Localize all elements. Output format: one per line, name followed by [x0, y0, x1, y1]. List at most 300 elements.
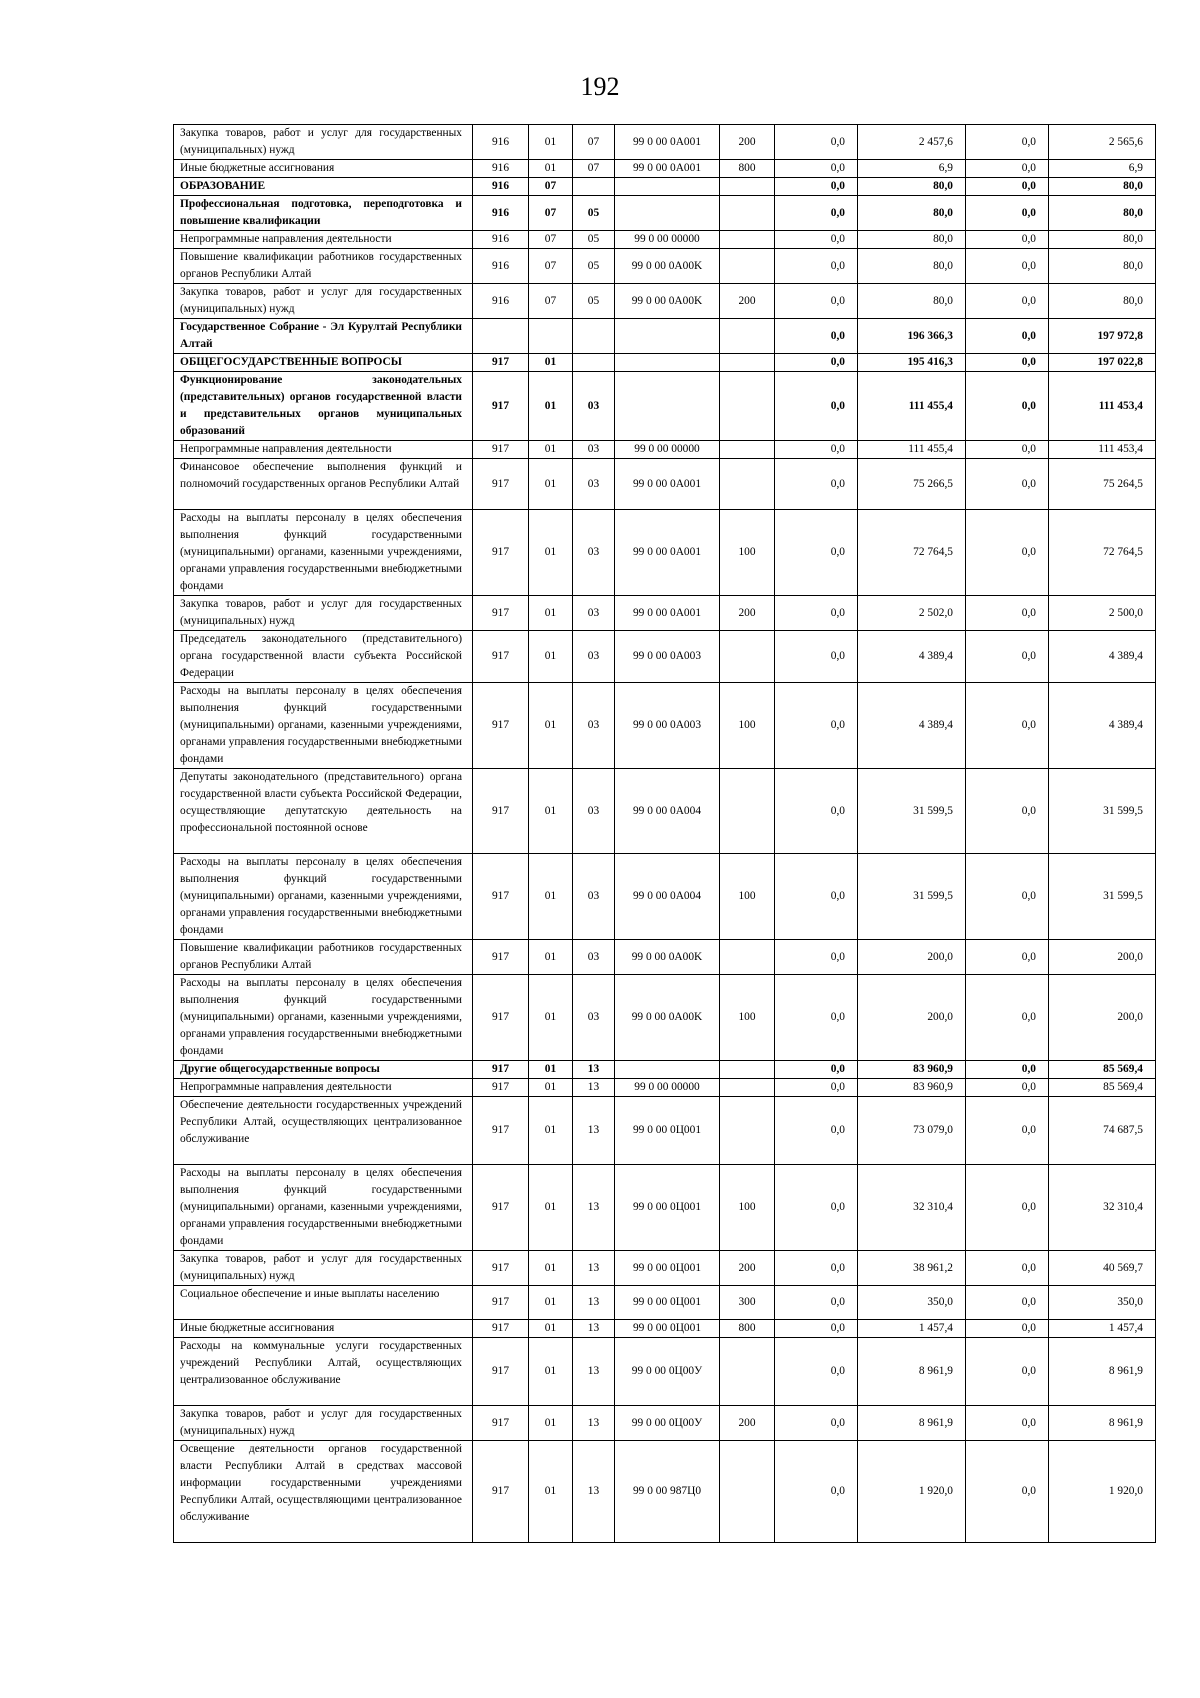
table-row [174, 372, 1156, 441]
table-row [174, 940, 1156, 975]
target-article-code-cell: 99 0 00 0A001 [615, 510, 720, 596]
amount-3-cell: 0,0 [966, 319, 1049, 354]
dept-code-cell: 917 [473, 854, 529, 940]
target-article-code-cell: 99 0 00 0Ц001 [615, 1286, 720, 1320]
dept-code-cell: 916 [473, 231, 529, 249]
subsection-code-cell: 03 [573, 854, 615, 940]
expense-type-code-cell: 100 [720, 1165, 775, 1251]
amount-4-cell: 40 569,7 [1049, 1251, 1156, 1286]
expense-type-code-cell [720, 631, 775, 683]
target-article-code-cell: 99 0 00 0Ц001 [615, 1097, 720, 1165]
row-name-cell: Расходы на коммунальные услуги государственных учреждений Республики Алтай, осуществляющих централизованное обслуживание [174, 1338, 473, 1406]
table-row [174, 1251, 1156, 1286]
dept-code-cell: 916 [473, 178, 529, 196]
amount-3-cell: 0,0 [966, 1079, 1049, 1097]
table-row [174, 125, 1156, 160]
amount-4-cell: 200,0 [1049, 975, 1156, 1061]
amount-3-cell: 0,0 [966, 1097, 1049, 1165]
subsection-code-cell: 07 [573, 160, 615, 178]
section-code-cell: 07 [529, 178, 573, 196]
amount-3-cell: 0,0 [966, 249, 1049, 284]
dept-code-cell [473, 319, 529, 354]
subsection-code-cell: 05 [573, 249, 615, 284]
table-row [174, 596, 1156, 631]
dept-code-cell: 916 [473, 249, 529, 284]
amount-3-cell: 0,0 [966, 1406, 1049, 1441]
amount-4-cell: 197 022,8 [1049, 354, 1156, 372]
subsection-code-cell: 03 [573, 510, 615, 596]
target-article-code-cell: 99 0 00 0Ц001 [615, 1165, 720, 1251]
section-code-cell: 07 [529, 284, 573, 319]
row-name-cell: Председатель законодательного (представительного) органа государственной власти субъекта Российской Федерации [174, 631, 473, 683]
dept-code-cell: 917 [473, 769, 529, 854]
amount-4-cell: 85 569,4 [1049, 1061, 1156, 1079]
amount-1-cell: 0,0 [775, 769, 858, 854]
subsection-code-cell: 13 [573, 1061, 615, 1079]
amount-4-cell: 80,0 [1049, 196, 1156, 231]
amount-3-cell: 0,0 [966, 1441, 1049, 1543]
dept-code-cell: 917 [473, 510, 529, 596]
subsection-code-cell: 13 [573, 1406, 615, 1441]
amount-1-cell: 0,0 [775, 510, 858, 596]
amount-2-cell: 75 266,5 [858, 459, 966, 510]
dept-code-cell: 916 [473, 284, 529, 319]
subsection-code-cell [573, 319, 615, 354]
amount-2-cell: 32 310,4 [858, 1165, 966, 1251]
expense-type-code-cell: 100 [720, 510, 775, 596]
target-article-code-cell: 99 0 00 0A001 [615, 459, 720, 510]
dept-code-cell: 917 [473, 1061, 529, 1079]
amount-3-cell: 0,0 [966, 178, 1049, 196]
row-name-cell: ОБРАЗОВАНИЕ [174, 178, 473, 196]
target-article-code-cell: 99 0 00 0A00K [615, 975, 720, 1061]
section-code-cell: 01 [529, 510, 573, 596]
amount-1-cell: 0,0 [775, 1441, 858, 1543]
table-row [174, 510, 1156, 596]
target-article-code-cell: 99 0 00 0A003 [615, 631, 720, 683]
amount-2-cell: 38 961,2 [858, 1251, 966, 1286]
section-code-cell: 01 [529, 441, 573, 459]
expense-type-code-cell [720, 940, 775, 975]
target-article-code-cell: 99 0 00 0A001 [615, 160, 720, 178]
row-name-cell: Расходы на выплаты персоналу в целях обеспечения выполнения функций государственными (муниципальными) органами, казенными учреждениями, органами управления государственными внебюджетными фондами [174, 854, 473, 940]
subsection-code-cell: 03 [573, 769, 615, 854]
target-article-code-cell: 99 0 00 00000 [615, 1079, 720, 1097]
amount-2-cell: 196 366,3 [858, 319, 966, 354]
target-article-code-cell [615, 1061, 720, 1079]
amount-4-cell: 111 453,4 [1049, 441, 1156, 459]
amount-3-cell: 0,0 [966, 125, 1049, 160]
table-row [174, 178, 1156, 196]
section-code-cell: 01 [529, 854, 573, 940]
expense-type-code-cell [720, 1097, 775, 1165]
amount-3-cell: 0,0 [966, 284, 1049, 319]
row-name-cell: Финансовое обеспечение выполнения функций и полномочий государственных органов Республики Алтай [174, 459, 473, 510]
section-code-cell: 01 [529, 1406, 573, 1441]
expense-type-code-cell: 100 [720, 854, 775, 940]
expense-type-code-cell: 200 [720, 284, 775, 319]
table-row [174, 1286, 1156, 1320]
row-name-cell: Расходы на выплаты персоналу в целях обеспечения выполнения функций государственными (муниципальными) органами, казенными учреждениями, органами управления государственными внебюджетными фондами [174, 1165, 473, 1251]
dept-code-cell: 916 [473, 196, 529, 231]
subsection-code-cell: 07 [573, 125, 615, 160]
target-article-code-cell: 99 0 00 00000 [615, 441, 720, 459]
amount-4-cell: 200,0 [1049, 940, 1156, 975]
row-name-cell: Обеспечение деятельности государственных учреждений Республики Алтай, осуществляющих централизованное обслуживание [174, 1097, 473, 1165]
dept-code-cell: 917 [473, 459, 529, 510]
table-row [174, 1338, 1156, 1406]
row-name-cell: Социальное обеспечение и иные выплаты населению [174, 1286, 473, 1320]
subsection-code-cell: 05 [573, 231, 615, 249]
table-row [174, 441, 1156, 459]
target-article-code-cell: 99 0 00 0Ц00У [615, 1338, 720, 1406]
section-code-cell: 01 [529, 940, 573, 975]
amount-1-cell: 0,0 [775, 319, 858, 354]
table-row [174, 1320, 1156, 1338]
target-article-code-cell: 99 0 00 0A001 [615, 596, 720, 631]
amount-3-cell: 0,0 [966, 1338, 1049, 1406]
subsection-code-cell: 13 [573, 1320, 615, 1338]
table-row [174, 1079, 1156, 1097]
amount-2-cell: 111 455,4 [858, 372, 966, 441]
subsection-code-cell: 03 [573, 596, 615, 631]
subsection-code-cell: 13 [573, 1097, 615, 1165]
section-code-cell: 01 [529, 683, 573, 769]
amount-2-cell: 2 502,0 [858, 596, 966, 631]
amount-2-cell: 2 457,6 [858, 125, 966, 160]
amount-3-cell: 0,0 [966, 683, 1049, 769]
amount-4-cell: 1 457,4 [1049, 1320, 1156, 1338]
section-code-cell: 01 [529, 1320, 573, 1338]
amount-2-cell: 80,0 [858, 196, 966, 231]
row-name-cell: Закупка товаров, работ и услуг для государственных (муниципальных) нужд [174, 1406, 473, 1441]
table-row [174, 1061, 1156, 1079]
section-code-cell: 01 [529, 459, 573, 510]
expense-type-code-cell [720, 372, 775, 441]
table-row [174, 1165, 1156, 1251]
amount-1-cell: 0,0 [775, 160, 858, 178]
table-row [174, 354, 1156, 372]
table-row [174, 683, 1156, 769]
subsection-code-cell: 13 [573, 1441, 615, 1543]
expense-type-code-cell [720, 1441, 775, 1543]
amount-2-cell: 4 389,4 [858, 631, 966, 683]
section-code-cell: 01 [529, 631, 573, 683]
amount-2-cell: 6,9 [858, 160, 966, 178]
row-name-cell: ОБЩЕГОСУДАРСТВЕННЫЕ ВОПРОСЫ [174, 354, 473, 372]
amount-4-cell: 2 565,6 [1049, 125, 1156, 160]
target-article-code-cell: 99 0 00 00000 [615, 231, 720, 249]
amount-2-cell: 73 079,0 [858, 1097, 966, 1165]
section-code-cell: 01 [529, 1079, 573, 1097]
amount-2-cell: 1 457,4 [858, 1320, 966, 1338]
amount-1-cell: 0,0 [775, 940, 858, 975]
amount-2-cell: 195 416,3 [858, 354, 966, 372]
expense-type-code-cell: 100 [720, 683, 775, 769]
amount-3-cell: 0,0 [966, 596, 1049, 631]
amount-4-cell: 32 310,4 [1049, 1165, 1156, 1251]
amount-4-cell: 2 500,0 [1049, 596, 1156, 631]
subsection-code-cell [573, 178, 615, 196]
dept-code-cell: 917 [473, 940, 529, 975]
row-name-cell: Закупка товаров, работ и услуг для государственных (муниципальных) нужд [174, 596, 473, 631]
amount-3-cell: 0,0 [966, 769, 1049, 854]
amount-4-cell: 85 569,4 [1049, 1079, 1156, 1097]
subsection-code-cell: 03 [573, 441, 615, 459]
section-code-cell: 01 [529, 1097, 573, 1165]
table-row [174, 1406, 1156, 1441]
subsection-code-cell: 13 [573, 1338, 615, 1406]
amount-2-cell: 8 961,9 [858, 1406, 966, 1441]
table-row [174, 231, 1156, 249]
amount-3-cell: 0,0 [966, 372, 1049, 441]
table-row [174, 769, 1156, 854]
subsection-code-cell: 03 [573, 940, 615, 975]
expense-type-code-cell [720, 441, 775, 459]
amount-4-cell: 111 453,4 [1049, 372, 1156, 441]
amount-3-cell: 0,0 [966, 1061, 1049, 1079]
budget-table [173, 124, 1156, 1543]
amount-2-cell: 1 920,0 [858, 1441, 966, 1543]
section-code-cell: 01 [529, 596, 573, 631]
expense-type-code-cell [720, 1079, 775, 1097]
section-code-cell: 07 [529, 231, 573, 249]
row-name-cell: Иные бюджетные ассигнования [174, 160, 473, 178]
target-article-code-cell: 99 0 00 0A003 [615, 683, 720, 769]
subsection-code-cell: 03 [573, 459, 615, 510]
row-name-cell: Повышение квалификации работников государственных органов Республики Алтай [174, 940, 473, 975]
section-code-cell: 01 [529, 1165, 573, 1251]
table-row [174, 319, 1156, 354]
dept-code-cell: 917 [473, 1165, 529, 1251]
expense-type-code-cell: 800 [720, 1320, 775, 1338]
expense-type-code-cell [720, 178, 775, 196]
amount-2-cell: 350,0 [858, 1286, 966, 1320]
subsection-code-cell [573, 354, 615, 372]
amount-4-cell: 80,0 [1049, 249, 1156, 284]
amount-1-cell: 0,0 [775, 596, 858, 631]
amount-2-cell: 31 599,5 [858, 854, 966, 940]
amount-2-cell: 72 764,5 [858, 510, 966, 596]
section-code-cell: 01 [529, 1286, 573, 1320]
amount-1-cell: 0,0 [775, 854, 858, 940]
row-name-cell: Расходы на выплаты персоналу в целях обеспечения выполнения функций государственными (муниципальными) органами, казенными учреждениями, органами управления государственными внебюджетными фондами [174, 975, 473, 1061]
amount-4-cell: 80,0 [1049, 231, 1156, 249]
dept-code-cell: 917 [473, 1079, 529, 1097]
section-code-cell: 01 [529, 372, 573, 441]
amount-2-cell: 4 389,4 [858, 683, 966, 769]
table-row [174, 854, 1156, 940]
amount-4-cell: 31 599,5 [1049, 769, 1156, 854]
section-code-cell: 01 [529, 1061, 573, 1079]
amount-2-cell: 111 455,4 [858, 441, 966, 459]
table-row [174, 160, 1156, 178]
section-code-cell: 01 [529, 1338, 573, 1406]
dept-code-cell: 917 [473, 1441, 529, 1543]
amount-1-cell: 0,0 [775, 1338, 858, 1406]
dept-code-cell: 917 [473, 683, 529, 769]
row-name-cell: Освещение деятельности органов государственной власти Республики Алтай в средствах массовой информации государственными учреждениями Республики Алтай, осуществляющими централизованное обслуживание [174, 1441, 473, 1543]
amount-4-cell: 197 972,8 [1049, 319, 1156, 354]
dept-code-cell: 917 [473, 596, 529, 631]
amount-4-cell: 350,0 [1049, 1286, 1156, 1320]
amount-1-cell: 0,0 [775, 1406, 858, 1441]
dept-code-cell: 917 [473, 1406, 529, 1441]
target-article-code-cell: 99 0 00 0A001 [615, 125, 720, 160]
section-code-cell: 01 [529, 125, 573, 160]
target-article-code-cell: 99 0 00 987Ц0 [615, 1441, 720, 1543]
row-name-cell: Непрограммные направления деятельности [174, 441, 473, 459]
amount-1-cell: 0,0 [775, 125, 858, 160]
row-name-cell: Непрограммные направления деятельности [174, 1079, 473, 1097]
amount-2-cell: 83 960,9 [858, 1061, 966, 1079]
expense-type-code-cell: 200 [720, 1406, 775, 1441]
amount-4-cell: 31 599,5 [1049, 854, 1156, 940]
amount-3-cell: 0,0 [966, 854, 1049, 940]
section-code-cell: 07 [529, 249, 573, 284]
amount-4-cell: 8 961,9 [1049, 1338, 1156, 1406]
amount-2-cell: 31 599,5 [858, 769, 966, 854]
amount-4-cell: 74 687,5 [1049, 1097, 1156, 1165]
amount-1-cell: 0,0 [775, 631, 858, 683]
amount-4-cell: 72 764,5 [1049, 510, 1156, 596]
subsection-code-cell: 05 [573, 196, 615, 231]
amount-4-cell: 75 264,5 [1049, 459, 1156, 510]
row-name-cell: Функционирование законодательных (представительных) органов государственной власти и представительных органов муниципальных образований [174, 372, 473, 441]
section-code-cell: 01 [529, 975, 573, 1061]
amount-4-cell: 4 389,4 [1049, 631, 1156, 683]
subsection-code-cell: 13 [573, 1165, 615, 1251]
dept-code-cell: 917 [473, 441, 529, 459]
amount-2-cell: 200,0 [858, 940, 966, 975]
amount-3-cell: 0,0 [966, 459, 1049, 510]
target-article-code-cell: 99 0 00 0Ц001 [615, 1251, 720, 1286]
expense-type-code-cell [720, 249, 775, 284]
table-row [174, 459, 1156, 510]
expense-type-code-cell: 200 [720, 1251, 775, 1286]
amount-4-cell: 6,9 [1049, 160, 1156, 178]
amount-4-cell: 80,0 [1049, 284, 1156, 319]
target-article-code-cell [615, 196, 720, 231]
amount-3-cell: 0,0 [966, 354, 1049, 372]
section-code-cell: 01 [529, 769, 573, 854]
amount-1-cell: 0,0 [775, 372, 858, 441]
expense-type-code-cell: 300 [720, 1286, 775, 1320]
expense-type-code-cell [720, 354, 775, 372]
amount-3-cell: 0,0 [966, 196, 1049, 231]
table-row [174, 196, 1156, 231]
expense-type-code-cell [720, 319, 775, 354]
target-article-code-cell: 99 0 00 0A00K [615, 249, 720, 284]
table-row [174, 1441, 1156, 1543]
dept-code-cell: 917 [473, 354, 529, 372]
amount-1-cell: 0,0 [775, 1320, 858, 1338]
amount-1-cell: 0,0 [775, 1165, 858, 1251]
row-name-cell: Расходы на выплаты персоналу в целях обеспечения выполнения функций государственными (муниципальными) органами, казенными учреждениями, органами управления государственными внебюджетными фондами [174, 683, 473, 769]
table-row [174, 631, 1156, 683]
target-article-code-cell: 99 0 00 0A00K [615, 940, 720, 975]
dept-code-cell: 916 [473, 125, 529, 160]
amount-1-cell: 0,0 [775, 1286, 858, 1320]
row-name-cell: Депутаты законодательного (представительного) органа государственной власти субъекта Российской Федерации, осуществляющие депутатскую деятельность на профессиональной постоянной основе [174, 769, 473, 854]
amount-2-cell: 200,0 [858, 975, 966, 1061]
amount-1-cell: 0,0 [775, 178, 858, 196]
amount-2-cell: 8 961,9 [858, 1338, 966, 1406]
amount-1-cell: 0,0 [775, 284, 858, 319]
subsection-code-cell: 03 [573, 372, 615, 441]
subsection-code-cell: 13 [573, 1079, 615, 1097]
section-code-cell: 01 [529, 1251, 573, 1286]
dept-code-cell: 917 [473, 372, 529, 441]
amount-3-cell: 0,0 [966, 510, 1049, 596]
table-row [174, 249, 1156, 284]
amount-1-cell: 0,0 [775, 1251, 858, 1286]
dept-code-cell: 917 [473, 975, 529, 1061]
amount-1-cell: 0,0 [775, 1097, 858, 1165]
amount-1-cell: 0,0 [775, 1079, 858, 1097]
dept-code-cell: 917 [473, 631, 529, 683]
dept-code-cell: 917 [473, 1320, 529, 1338]
dept-code-cell: 917 [473, 1338, 529, 1406]
target-article-code-cell [615, 354, 720, 372]
amount-1-cell: 0,0 [775, 975, 858, 1061]
amount-2-cell: 80,0 [858, 284, 966, 319]
expense-type-code-cell [720, 231, 775, 249]
subsection-code-cell: 03 [573, 975, 615, 1061]
expense-type-code-cell: 200 [720, 125, 775, 160]
amount-4-cell: 8 961,9 [1049, 1406, 1156, 1441]
target-article-code-cell [615, 319, 720, 354]
row-name-cell: Другие общегосударственные вопросы [174, 1061, 473, 1079]
section-code-cell [529, 319, 573, 354]
amount-3-cell: 0,0 [966, 441, 1049, 459]
subsection-code-cell: 03 [573, 631, 615, 683]
row-name-cell: Закупка товаров, работ и услуг для государственных (муниципальных) нужд [174, 125, 473, 160]
page-number: 192 [580, 72, 620, 101]
dept-code-cell: 916 [473, 160, 529, 178]
subsection-code-cell: 13 [573, 1286, 615, 1320]
subsection-code-cell: 13 [573, 1251, 615, 1286]
subsection-code-cell: 03 [573, 683, 615, 769]
row-name-cell: Непрограммные направления деятельности [174, 231, 473, 249]
expense-type-code-cell: 200 [720, 596, 775, 631]
amount-3-cell: 0,0 [966, 975, 1049, 1061]
row-name-cell: Закупка товаров, работ и услуг для государственных (муниципальных) нужд [174, 1251, 473, 1286]
expense-type-code-cell [720, 1061, 775, 1079]
row-name-cell: Расходы на выплаты персоналу в целях обеспечения выполнения функций государственными (муниципальными) органами, казенными учреждениями, органами управления государственными внебюджетными фондами [174, 510, 473, 596]
target-article-code-cell [615, 178, 720, 196]
target-article-code-cell: 99 0 00 0Ц001 [615, 1320, 720, 1338]
expense-type-code-cell: 100 [720, 975, 775, 1061]
amount-1-cell: 0,0 [775, 196, 858, 231]
dept-code-cell: 917 [473, 1286, 529, 1320]
amount-3-cell: 0,0 [966, 631, 1049, 683]
amount-3-cell: 0,0 [966, 1320, 1049, 1338]
amount-1-cell: 0,0 [775, 441, 858, 459]
amount-1-cell: 0,0 [775, 249, 858, 284]
amount-3-cell: 0,0 [966, 1251, 1049, 1286]
amount-3-cell: 0,0 [966, 940, 1049, 975]
expense-type-code-cell [720, 459, 775, 510]
amount-3-cell: 0,0 [966, 1165, 1049, 1251]
dept-code-cell: 917 [473, 1097, 529, 1165]
row-name-cell: Закупка товаров, работ и услуг для государственных (муниципальных) нужд [174, 284, 473, 319]
amount-3-cell: 0,0 [966, 231, 1049, 249]
amount-2-cell: 80,0 [858, 178, 966, 196]
target-article-code-cell: 99 0 00 0A004 [615, 769, 720, 854]
subsection-code-cell: 05 [573, 284, 615, 319]
expense-type-code-cell [720, 1338, 775, 1406]
